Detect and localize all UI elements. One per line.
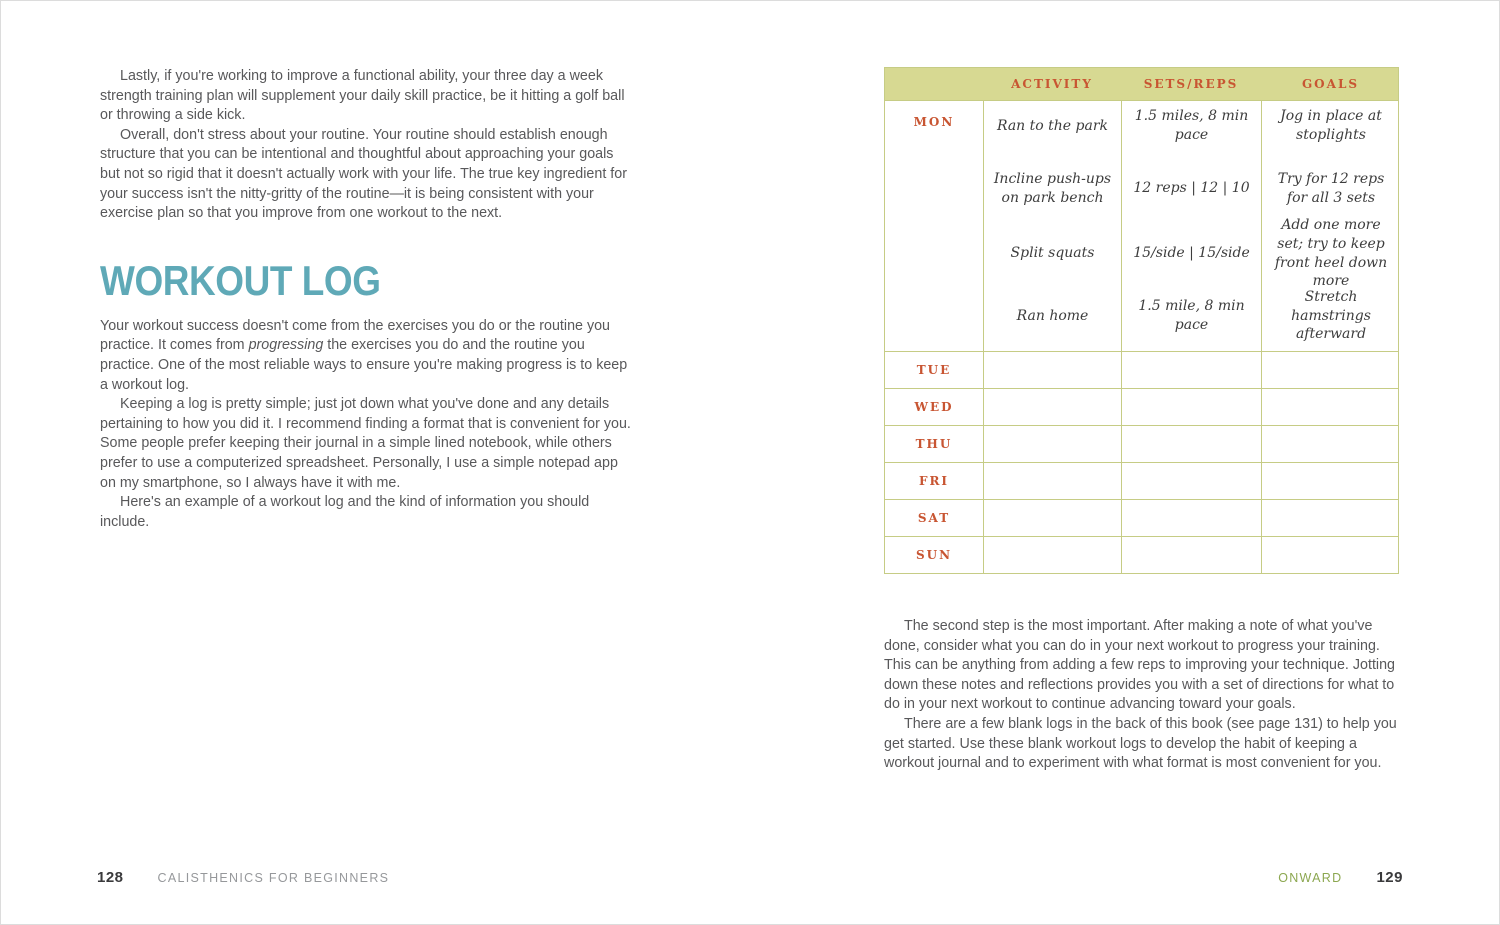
- right-page-body: [884, 617, 1401, 774]
- day-label: THU: [915, 437, 953, 451]
- activity-cell: [983, 500, 1121, 536]
- body-paragraph: [100, 317, 634, 395]
- table-row-thu: [885, 425, 1398, 462]
- body-paragraph: The second step is the most important. After making a note of what you've done, consider what you can do in your next workout to progress your training. This can be anything from adding a few reps to improving your technique. Jotting down these notes and reflections provides you with a set of directions for what to do in your next workout to continue advancing toward your goals.: [884, 618, 1396, 713]
- goals-cell: [1261, 463, 1400, 499]
- handwritten-entry: Split squats: [1010, 245, 1095, 262]
- activity-cell: [983, 352, 1121, 388]
- table-header-row: [885, 68, 1398, 100]
- body-paragraph: There are a few blank logs in the back of this book (see page 131) to help you get started. Use these blank workout logs to develop the habit of keeping a workout journal and to experiment with what format is most convenient for you.: [884, 715, 1397, 772]
- page-number-left: 128: [97, 869, 124, 886]
- activity-cell: [983, 426, 1121, 462]
- paragraph-text: the exercises you do and the routine you practice. One of the most reliable ways to ensure you're making progress is to keep a workout log.: [100, 337, 628, 393]
- activity-cell: [983, 537, 1121, 573]
- activity-cell: [983, 463, 1121, 499]
- handwritten-entry: 12 reps | 12 | 10: [1133, 180, 1250, 197]
- day-label: FRI: [918, 474, 950, 488]
- sets-reps-cell: [1121, 537, 1261, 573]
- activity-cell: [983, 101, 1121, 351]
- table-header-sets-reps: SETS/REPS: [1143, 77, 1239, 91]
- table-row-wed: [885, 388, 1398, 425]
- left-page-body: [100, 67, 634, 532]
- sets-reps-cell: [1121, 389, 1261, 425]
- table-row-mon: [885, 100, 1398, 351]
- handwritten-entry: 15/side | 15/side: [1133, 245, 1250, 262]
- emphasized-word: progressing: [248, 337, 324, 354]
- paragraph-text: Your workout success doesn't come from the exercises you do or the routine you practice. It comes from: [100, 317, 611, 354]
- activity-cell: [983, 389, 1121, 425]
- handwritten-entry: Ran to the park: [996, 117, 1109, 134]
- section-heading: WORKOUT LOG: [100, 256, 381, 304]
- workout-log-table: [884, 67, 1399, 574]
- sets-reps-cell: [1121, 352, 1261, 388]
- body-paragraph: Lastly, if you're working to improve a functional ability, your three day a week strength training plan will supplement your daily skill practice, be it hitting a golf ball or throwing a side kick.: [100, 68, 625, 124]
- chapter-title: ONWARD: [1278, 871, 1343, 885]
- day-label: MON: [913, 115, 955, 129]
- body-paragraph: Overall, don't stress about your routine. Your routine should establish enough structure that you can be intentional and thoughtful about approaching your goals but not so rigid that it doesn't actually work with your life. The true key ingredient for your success isn't the nitty-gritty of the routine—it is being consistent with your exercise plan so that you improve from one workout to the next.: [100, 126, 627, 222]
- day-label: WED: [914, 400, 954, 414]
- handwritten-entry: Jog in place at stoplights: [1280, 108, 1382, 143]
- table-header-activity: ACTIVITY: [1011, 77, 1093, 91]
- handwritten-entry: Add one more set; try to keep front heel down more: [1274, 216, 1388, 290]
- sets-reps-cell: [1121, 426, 1261, 462]
- handwritten-entry: 1.5 miles, 8 min pace: [1134, 108, 1249, 143]
- left-page-footer: [97, 869, 389, 886]
- right-page-footer: [1278, 869, 1403, 886]
- body-paragraph: Keeping a log is pretty simple; just jot down what you've done and any details pertaining to how you did it. I recommend finding a format that is convenient for you. Some people prefer keeping their journal in a simple lined notebook, while others prefer to use a computerized spreadsheet. Personally, I use a simple notepad app on my smartphone, so I always have it with me.: [100, 396, 631, 491]
- goals-cell: [1261, 426, 1400, 462]
- handwritten-entry: Try for 12 reps for all 3 sets: [1277, 170, 1385, 206]
- book-title: CALISTHENICS FOR BEGINNERS: [157, 871, 390, 885]
- handwritten-entry: Incline push-ups on park bench: [993, 170, 1112, 206]
- goals-cell: [1261, 389, 1400, 425]
- day-label: SUN: [915, 548, 953, 562]
- goals-cell: [1261, 352, 1400, 388]
- goals-cell: [1261, 500, 1400, 536]
- day-label: SAT: [917, 511, 951, 525]
- table-row-tue: [885, 351, 1398, 388]
- body-paragraph: Here's an example of a workout log and the kind of information you should include.: [100, 494, 590, 530]
- table-row-fri: [885, 462, 1398, 499]
- sets-reps-cell: [1121, 500, 1261, 536]
- sets-reps-cell: [1121, 463, 1261, 499]
- goals-cell: [1261, 537, 1400, 573]
- sets-reps-cell: [1121, 101, 1261, 351]
- table-row-sun: [885, 536, 1398, 573]
- handwritten-entry: Stretch hamstrings afterward: [1291, 288, 1371, 343]
- table-header-goals: GOALS: [1301, 77, 1360, 91]
- day-label: TUE: [916, 363, 952, 377]
- table-row-sat: [885, 499, 1398, 536]
- goals-cell: [1261, 101, 1400, 351]
- handwritten-entry: Ran home: [1016, 307, 1089, 324]
- handwritten-entry: 1.5 mile, 8 min pace: [1138, 298, 1245, 333]
- page-number-right: 129: [1376, 869, 1403, 886]
